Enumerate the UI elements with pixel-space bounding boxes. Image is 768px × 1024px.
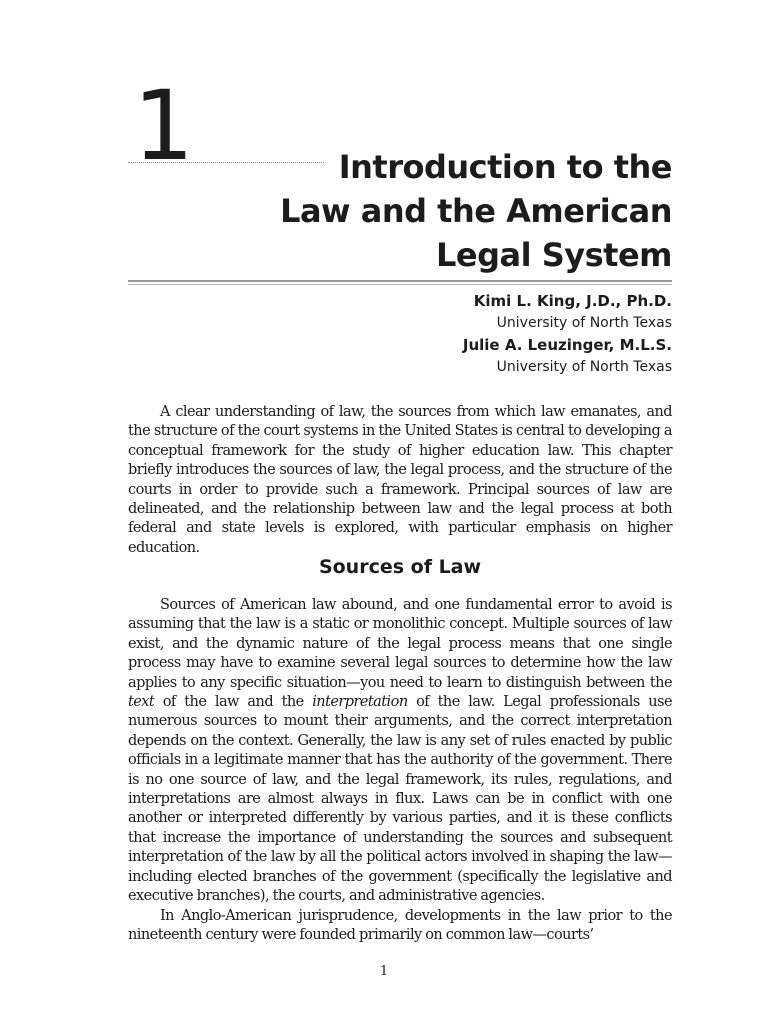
page-number: 1 <box>379 964 389 979</box>
chapter-title <box>192 145 672 277</box>
intro-paragraph: A clear understanding of law, the sources from which law emanates, and the structure of the court systems in the United States is central to developing a conceptual framework for the study of higher education law. This chapter briefly introduces the sources of law, the legal process, and the structure of the courts in order to provide such a framework. Principal sources of law are delineated, and the relationship between law and the legal process at both federal and state levels is explored, with particular emphasis on higher education. <box>128 404 672 556</box>
author-affiliation: University of North Texas <box>496 315 672 331</box>
paragraph-text: Sources of American law abound, and one fundamental error to avoid is assuming that the law is a static or monolithic concept. Multiple sources of law exist, and the dynamic nature of the legal process means that one single process may have to examine several legal sources to determine how the law applies to any specific situation—you need to learn to distinguish between the <box>128 597 672 691</box>
chapter-number: 1 <box>133 70 193 182</box>
paragraph-text: of the law and the <box>154 694 313 711</box>
paragraph-text: of the law. Legal professionals use numerous sources to mount their arguments, and the correct interpretation depends on the context. Generally, the law is any set of rules enacted by public officials in a legitimate manner that has the authority of the government. There is no one source of law, and the legal framework, its rules, regulations, and interpretations are almost always in flux. Laws can be in conflict with one another or interpreted differently by various parties, and it is these conflicts that increase the importance of understanding the sources and subsequent interpretation of the law by all the political actors involved in shaping the law—including elected branches of the government (specifically the legislative and executive branches), the courts, and administrative agencies. <box>128 694 672 905</box>
section-heading: Sources of Law <box>318 556 482 578</box>
body-paragraph <box>128 596 672 907</box>
chapter-title-line: Law and the American <box>280 192 672 230</box>
author-list <box>272 290 672 378</box>
emphasis-text: interpretation <box>312 694 408 711</box>
body-paragraph: In Anglo-American jurisprudence, developments in the law prior to the nineteenth century were founded primarily on common law—courts’ <box>128 907 672 943</box>
chapter-title-line: Legal System <box>436 236 672 274</box>
author-name: Kimi L. King, J.D., Ph.D. <box>473 292 672 310</box>
title-rule <box>128 280 672 282</box>
emphasis-text: text <box>128 694 155 711</box>
author-affiliation: University of North Texas <box>496 359 672 375</box>
author-name: Julie A. Leuzinger, M.L.S. <box>462 336 672 354</box>
title-rule <box>128 284 672 285</box>
section-body <box>128 596 672 945</box>
chapter-title-line: Introduction to the <box>338 148 672 186</box>
intro-section <box>128 403 672 558</box>
